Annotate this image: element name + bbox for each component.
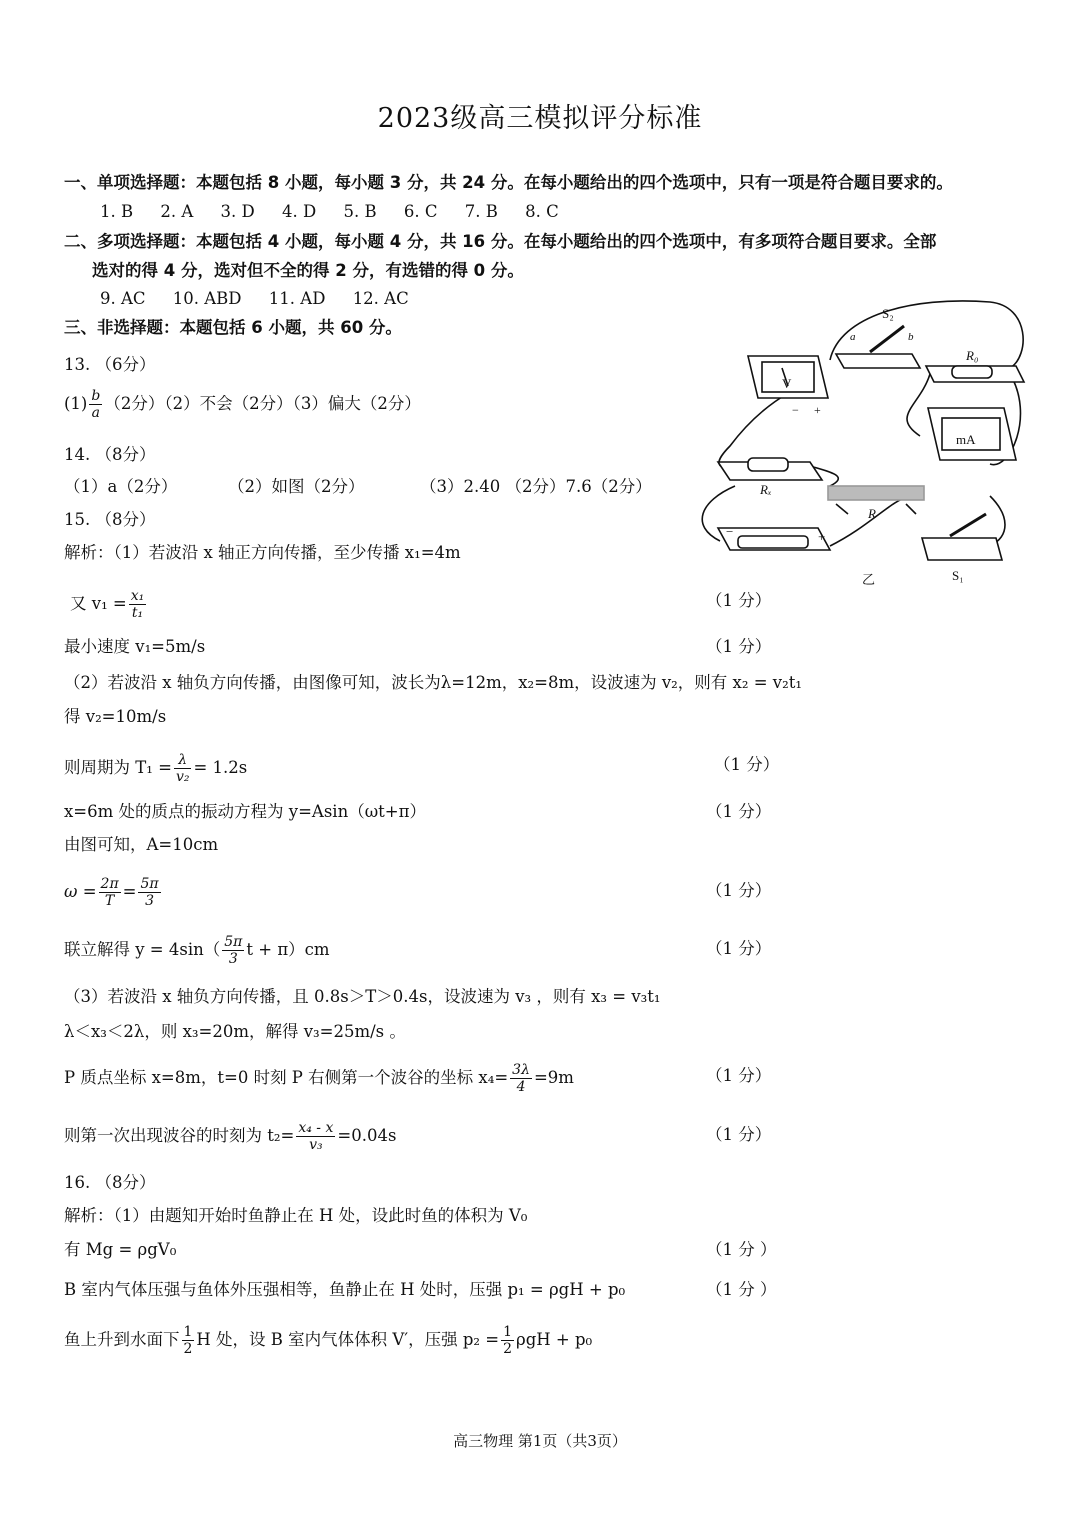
q15-line: （2）若波沿 x 轴负方向传播，由图像可知，波长为λ=12m，x₂=8m，设波速为 v₂，则有 x₂ = v₂t₁ (64, 673, 802, 692)
score: （1 分） (706, 881, 772, 900)
q14-part3: （3）2.40 （2分）7.6（2分） (420, 477, 652, 496)
answer: 8. C (525, 202, 559, 221)
q16-line: 解析：（1）由题知开始时鱼静止在 H 处，设此时鱼的体积为 V₀ (64, 1206, 528, 1225)
q15-formula: ω = $\frac{2\pi}{T}$ = $\frac{5\pi}{3}$ (64, 876, 159, 909)
score: （1 分 ） (706, 1280, 777, 1299)
wire (830, 496, 910, 546)
section3-heading: 三、非选择题：本题包括 6 小题，共 60 分。 (64, 318, 402, 337)
q16-line: B 室内气体压强与鱼体外压强相等，鱼静止在 H 处时，压强 p₁ = ρgH + p₀ (64, 1280, 626, 1299)
q15-line: λ＜x₃＜2λ，则 x₃=20m，解得 v₃=25m/s 。 (64, 1022, 406, 1041)
voltmeter (748, 356, 828, 417)
resistor-r0 (926, 348, 1024, 382)
answer: 6. C (403, 202, 438, 221)
answer: 9. AC (100, 289, 146, 308)
milliammeter (928, 408, 1016, 460)
part-label: (1) (64, 394, 88, 413)
answer: 1. B (100, 202, 134, 221)
score: （1 分） (706, 637, 772, 656)
fraction: $\frac{5\pi}{3}$ (140, 876, 159, 909)
circuit-diagram (690, 296, 1030, 590)
q15-line: 最小速度 v₁=5m/s (64, 637, 206, 656)
svg-text:−: − (792, 403, 799, 417)
voltmeter-label: V (782, 376, 792, 391)
page-footer: 高三物理 第1页（共3页） (453, 1432, 627, 1450)
score: （1 分 ） (706, 1240, 777, 1259)
fraction: $\frac{\lambda}{\text{v₂}}$ (175, 752, 190, 785)
svg-text:R: R (868, 506, 876, 521)
q13-answer (64, 388, 421, 421)
figure-caption: 乙 (862, 572, 876, 587)
q15-formula: 则第一次出现波谷的时刻为 t₂= $\frac{\text{x₄ - x}}{\text{v₃}}$ =0.04s (64, 1120, 397, 1153)
svg-text:−: − (726, 524, 734, 539)
wire (907, 374, 930, 436)
q13-heading: 13. （6分） (64, 355, 156, 374)
section2-heading: 二、多项选择题：本题包括 4 小题，每小题 4 分，共 16 分。在每小题给出的四个选项中，有多项符合题目要求。全部 (64, 232, 937, 251)
answer: 11. AD (268, 289, 326, 308)
q16-formula: 鱼上升到水面下 $\frac{1}{2}$ H 处，设 B 室内气体体积 V′，压强 p₂ = $\frac{1}{2}$ ρgH + p₀ (64, 1324, 593, 1357)
svg-text:+: + (818, 529, 826, 544)
resistor-rx (718, 458, 822, 497)
q15-formula: 则周期为 T₁ = $\frac{\lambda}{\text{v₂}}$ = 1.2s (64, 752, 248, 785)
fraction: $\frac{2\pi}{T}$ (100, 876, 119, 909)
svg-text:a: a (850, 331, 856, 343)
q15-formula: 又 v₁ = $\frac{\text{x₁}}{\text{t₁}}$ (70, 588, 145, 621)
q14-heading: 14. （8分） (64, 445, 156, 464)
q15-heading: 15. （8分） (64, 510, 156, 529)
fraction: $\frac{b}{a}$ (91, 388, 101, 421)
answer: 3. D (220, 202, 255, 221)
svg-text:Rₓ: Rₓ (760, 482, 772, 497)
q15-formula: P 质点坐标 x=8m，t=0 时刻 P 右侧第一个波谷的坐标 x₄= $\frac{3\lambda}{4}$ =9m (64, 1062, 574, 1095)
fraction: $\frac{1}{2}$ (183, 1324, 193, 1357)
score: （1 分） (706, 591, 772, 610)
svg-text:+: + (814, 403, 821, 417)
q16-line: 有 Mg = ρgV₀ (64, 1240, 177, 1259)
section1-answers (100, 201, 581, 223)
battery (718, 524, 830, 550)
svg-text:S₁: S₁ (952, 568, 964, 583)
answer: 7. B (464, 202, 498, 221)
answer: 2. A (160, 202, 194, 221)
q15-formula: 联立解得 y = 4sin（ $\frac{5\pi}{3}$ t + π）cm (64, 934, 330, 967)
q14-part2: （2）如图（2分） (228, 477, 365, 496)
q15-line: （3）若波沿 x 轴负方向传播，且 0.8s＞T＞0.4s，设波速为 v₃ ，则有 x₃ = v₃t₁ (64, 987, 661, 1006)
answer: 10. ABD (172, 289, 242, 308)
q15-line: 由图可知，A=10cm (64, 835, 219, 854)
q16-heading: 16. （8分） (64, 1173, 156, 1192)
switch-s2 (836, 306, 920, 368)
fraction: $\frac{1}{2}$ (503, 1324, 512, 1357)
fraction: $\frac{5\pi}{3}$ (224, 934, 243, 967)
score: （1 分） (706, 1125, 772, 1144)
score: （1 分） (706, 802, 772, 821)
milliammeter-label: mA (956, 432, 976, 447)
fraction: $\frac{3\lambda}{4}$ (512, 1062, 530, 1095)
answer-text: （2分）（2）不会（2分）（3）偏大（2分） (104, 394, 421, 413)
answer: 5. B (343, 202, 377, 221)
score: （1 分） (706, 939, 772, 958)
score: （1 分） (706, 1066, 772, 1085)
svg-text:R₀: R₀ (966, 348, 979, 363)
score: （1 分） (714, 755, 780, 774)
page-title: 2023级高三模拟评分标准 (377, 103, 703, 134)
answer: 12. AC (352, 289, 409, 308)
q15-line: 解析：（1）若波沿 x 轴正方向传播，至少传播 x₁=4m (64, 543, 461, 562)
section2-answers (100, 288, 431, 310)
fraction: $\frac{\text{x₁}}{\text{t₁}}$ (130, 588, 145, 621)
answer: 4. D (282, 202, 317, 221)
q15-line: x=6m 处的质点的振动方程为 y=Asin（ωt+π） (64, 802, 426, 821)
svg-text:b: b (908, 331, 914, 343)
fraction: $\frac{\text{x₄ - x}}{\text{v₃}}$ (298, 1120, 334, 1153)
q15-line: 得 v₂=10m/s (64, 707, 167, 726)
section2-heading-cont: 选对的得 4 分，选对但不全的得 2 分，有选错的得 0 分。 (92, 261, 524, 280)
section1-heading: 一、单项选择题：本题包括 8 小题，每小题 3 分，共 24 分。在每小题给出的四个选项中，只有一项是符合题目要求的。 (64, 173, 953, 192)
svg-text:S₂: S₂ (882, 306, 894, 321)
q14-part1: （1）a（2分） (64, 477, 178, 496)
switch-s1 (922, 514, 1002, 583)
